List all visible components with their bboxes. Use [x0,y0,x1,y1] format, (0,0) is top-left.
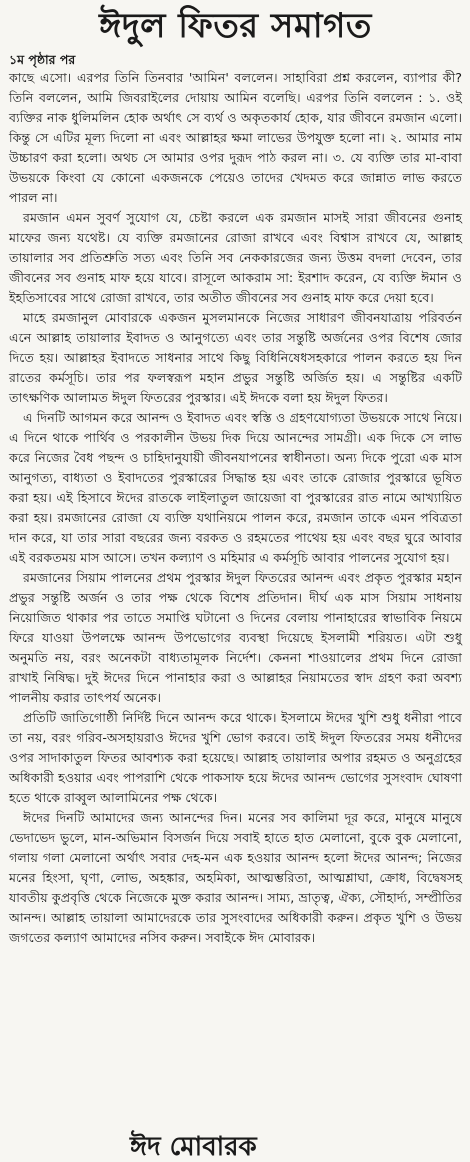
paragraph-7: ঈদের দিনটি আমাদের জন্য আনন্দের দিন। মনের সব কালিমা দূর করে, মানুষে মানুষে ভেদাভেদ ভুলে, মান-অভিমান বিসর্জন দিয়ে সবাই হাতে হাত মেলানো, বুকে বুক মেলানো, গলায় গলা মেলানো অর্থাৎ সবার দেহ-মন এক হওয়ার আনন্দ হলো ঈদের আনন্দ; নিজের মনের হিংসা, ঘৃণা, লোভ, অহঙ্কার, অহমিকা, আত্মম্ভরিতা, আত্মশ্লাঘা, ক্রোধ, বিদ্বেষসহ যাবতীয় কুপ্রবৃত্তি থেকে নিজেকে মুক্ত করার আনন্দ। সাম্য, ভ্রাতৃত্ব, ঐক্য, সৌহার্দ্য, সম্প্রীতির আনন্দ। আল্লাহ তায়ালা আমাদেরকে তার সুসংবাদের অধিকারী করুন। প্রকৃত খুশি ও উভয় জগতের কল্যাণ আমাদের নসিব করুন। সবাইকে ঈদ মোবারক। [9,810,462,945]
paragraph-4: এ দিনটি আগমন করে আনন্দ ও ইবাদত এবং স্বস্তি ও গ্রহণযোগ্যতা উভয়কে সাথে নিয়ে। এ দিনে থাকে পার্থিব ও পরকালীন উভয় দিক দিয়ে আনন্দের সামগ্রী। এক দিকে সে লাভ করে নিজের বৈধ পছন্দ ও চাহিদানুযায়ী জীবনযাপনের স্বাধীনতা। অন্য দিকে পুরো এক মাস আনুগত্য, বাধ্যতা ও ইবাদতের পুরস্কারের সিদ্ধান্ত হয় এবং তাকে রোজার পুরস্কারে ভূষিত করা হয়। এই হিসাবে ঈদের রাতকে লাইলাতুল জায়েজা বা পুরস্কারের রাত নামে আখ্যায়িত করা হয়। রমজানের রোজা যে ব্যক্তি যথানিয়মে পালন করে, রমজান তাকে এমন পবিত্রতা দান করে, যা তার সারা বছরের জন্য বরকত ও রহমতের পাথেয় হয় এবং বছর ঘুরে আবার এই বরকতময় মাস আসে। তখন কল্যাণ ও মহিমার এ কর্মসূচি আবার পালনের সুযোগ হয়। [9,410,462,565]
paragraph-3: মাহে রমজানুল মোবারকে একজন মুসলমানকে নিজের সাধারণ জীবনযাত্রায় পরিবর্তন এনে আল্লাহ তায়ালার ইবাদত ও আনুগত্যে এবং তার সন্তুষ্টি অর্জনের ওপর বিশেষ জোর দিতে হয়। আল্লাহর ইবাদতে সাধনার সাথে কিছু বিধিনিষেধসহকারে পালন করতে হয় দিন রাতের কর্মসূচি। তার পর ফলস্বরূপ মহান প্রভুর সন্তুষ্টি অর্জিত হয়। এ সন্তুষ্টির একটি তাৎক্ষণিক আলামত ঈদুল ফিতরের পুরস্কার। এই ঈদকে বলা হয় ঈদুল ফিতর। [9,310,462,405]
paragraph-1: কাছে এসো। এরপর তিনি তিনবার 'আমিন' বললেন। সাহাবিরা প্রশ্ন করলেন, ব্যাপার কী? তিনি বললেন, আমি জিবরাইলের দোয়ায় আমিন বলেছি। এরপর তিনি বললেন : ১. ওই ব্যক্তির নাক ধুলিমলিন হোক অর্থাৎ সে ব্যর্থ ও অকৃতকার্য হোক, যার জীবনে রমজান এলো। কিন্তু সে এটির মূল্য দিলো না এবং আল্লাহর ক্ষমা লাভের উপযুক্ত হলো না। ২. আমার নাম উচ্চারণ করা হলো। অথচ সে আমার ওপর দুরূদ পাঠ করল না। ৩. যে ব্যক্তি তার মা-বাবা উভয়কে কিংবা যে কোনো একজনকে পেয়েও তাদের খেদমত করে জান্নাত লাভ করতে পারল না। [9,70,462,205]
headline: ঈদুল ফিতর সমাগত [99,6,372,46]
footer-headline-fragment: ঈদ মোবারক [130,1132,257,1162]
article-body [9,68,462,948]
paragraph-2: রমজান এমন সুবর্ণ সুযোগ যে, চেষ্টা করলে এক রমজান মাসই সারা জীবনের গুনাহ মাফের জন্য যথেষ্ট। যে ব্যক্তি রমজানের রোজা রাখবে এবং বিশ্বাস রাখবে যে, আল্লাহ তায়ালার সব প্রতিশ্রুতি সত্য এবং তিনি সব নেককারজের জন্য উত্তম বদলা দেবেন, তার জীবনের সব গুনাহ মাফ হয়ে যাবে। রাসূলে আকরাম সা: ইরশাদ করেন, যে ব্যক্তি ঈমান ও ইহতিসাবের সাথে রোজা রাখবে, তার অতীত জীবনের সব গুনাহ মাফ করে দেয়া হবে। [9,210,462,305]
paragraph-5: রমজানের সিয়াম পালনের প্রথম পুরস্কার ঈদুল ফিতরের আনন্দ এবং প্রকৃত পুরস্কার মহান প্রভুর সন্তুষ্টি অর্জন ও তার পক্ষ থেকে বিশেষ প্রতিদান। দীর্ঘ এক মাস সিয়াম সাধনায় নিয়োজিত থাকার পর তাতে সমাপ্তি ঘটানো ও দিনের বেলায় পানাহারের স্বাভাবিক নিয়মে ফিরে যাওয়া উপলক্ষে আনন্দ উপভোগের ব্যবস্থা দিয়েছে ইসলামী শরিয়ত। এটা শুধু অনুমতি নয়, বরং অনেকটা বাধ্যতামূলক নির্দেশ। কেননা শাওয়ালের প্রথম দিনে রোজা রাখাই নিষিদ্ধ। দুই ঈদের দিনে পানাহার করা ও আল্লাহর নিয়ামতের স্বাদ গ্রহণ করা অবশ্য পালনীয় করার তাৎপর্য অনেক। [9,570,462,705]
continued-from-label: ১ম পৃষ্ঠার পর [9,52,76,67]
paragraph-6: প্রতিটি জাতিগোষ্ঠী নির্দিষ্ট দিনে আনন্দ করে থাকে। ইসলামে ঈদের খুশি শুধু ধনীরা পাবে তা নয়, বরং গরিব-অসহায়রাও ঈদের খুশি ভোগ করবে। তাই ঈদুল ফিতরের সময় ধনীদের ওপর সাদাকাতুল ফিতর আবশ্যক করা হয়েছে। আল্লাহ তায়ালার অপার রহমত ও অনুগ্রহের অধিকারী হওয়ার এবং পাপরাশি থেকে পাকসাফ হয়ে ঈদের আনন্দ ভোগের সুসংবাদ ঘোষণা হতে থাকে রাব্বুল আলামিনের পক্ষ থেকে। [9,710,462,805]
